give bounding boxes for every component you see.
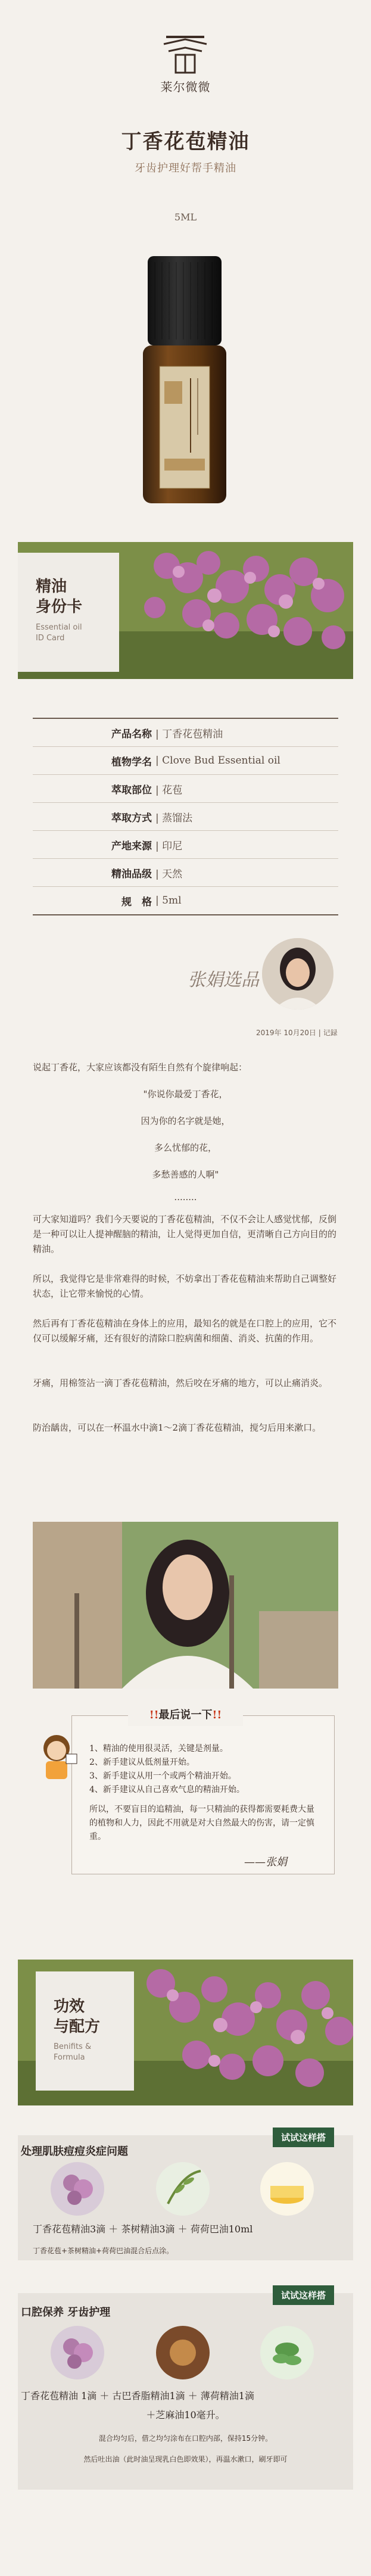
song-quote-line: 因为你的名字就是她， <box>141 1116 230 1126</box>
recipe-ingredients: 丁香花苞精油 1滴 ＋ 古巴香脂精油1滴 ＋ 薄荷精油1滴 <box>21 2390 254 2401</box>
info-label: 产地来源 <box>111 840 152 852</box>
tip-item: 2、新手建议从低剂量开始。 <box>89 1758 195 1767</box>
recipe-ingredients: 丁香花苞精油3滴 ＋ 茶树精油3滴 ＋ 荷荷巴油10ml <box>33 2223 253 2235</box>
recipe-ingredients: ＋芝麻油10毫升。 <box>146 2409 225 2421</box>
info-value: | 印尼 <box>155 840 183 852</box>
info-row <box>33 747 338 775</box>
clove-bud-icon <box>51 2326 104 2379</box>
id-card-title: 精油 身份卡 <box>36 578 83 616</box>
product-bottle-image <box>125 256 244 506</box>
info-value: | Clove Bud Essential oil <box>155 755 280 767</box>
page-subtitle: 牙齿护理好帮手精油 <box>135 162 236 175</box>
last-words-list <box>89 1742 322 1844</box>
efficacy-subtitle: Benifits & Formula <box>54 2042 92 2062</box>
recipe-title: 处理肌肤痘痘炎症问题 <box>21 2145 128 2158</box>
peppermint-icon <box>260 2326 314 2379</box>
song-quote-line: 多么忧郁的花， <box>154 1142 217 1153</box>
info-value: | 丁香花苞精油 <box>155 728 223 740</box>
info-label: 萃取部位 <box>111 784 152 796</box>
author-portrait-photo <box>33 1522 338 1689</box>
clove-bud-icon <box>51 2162 104 2216</box>
cartoon-kid-icon <box>33 1730 80 1784</box>
efficacy-title: 功效 与配方 <box>54 1998 101 2036</box>
info-value: | 5ml <box>155 895 182 907</box>
info-label: 植物学名 <box>111 756 152 768</box>
volume-label: 5ML <box>174 211 197 223</box>
info-row <box>33 719 338 747</box>
id-card-subtitle: Essential oil ID Card <box>36 623 82 643</box>
author-avatar <box>262 938 333 1010</box>
info-row <box>33 859 338 887</box>
tip-item: 1、精油的使用很灵活，关键是剂量。 <box>89 1744 228 1753</box>
info-label: 萃取方式 <box>111 812 152 824</box>
recipe-title: 口腔保养 牙齿护理 <box>21 2306 111 2319</box>
tea-tree-icon <box>156 2162 210 2216</box>
tip-item: 4、新手建议从自己喜欢气息的精油开始。 <box>89 1785 245 1795</box>
info-row <box>33 775 338 803</box>
tip-item: 3、新手建议从用一个或两个精油开始。 <box>89 1771 236 1781</box>
story-paragraph: 可大家知道吗？我们今天要说的丁香花苞精油，不仅不会让人感觉忧郁，反倒是一种可以让人提神醒脑的精油，让人觉得更加自信，更清晰自己方向目的的精油。 <box>33 1214 337 1254</box>
info-value: | 花苞 <box>155 784 183 796</box>
info-value: | 蒸馏法 <box>155 812 193 824</box>
jojoba-oil-icon <box>260 2162 314 2216</box>
recipe-note: 混合均匀后，借之均匀涂布在口腔内部，保持15分钟。 <box>98 2434 273 2443</box>
brand-name: 莱尔微微 <box>160 80 211 94</box>
recipe-note: 然后吐出油（此时油呈现乳白色即效果），再温水漱口，刷牙即可 <box>83 2455 288 2463</box>
story-paragraph: 牙痛，用棉签沾一滴丁香花苞精油，然后咬在牙痛的地方，可以止痛消炎。 <box>33 1378 328 1388</box>
story-intro: 说起丁香花，大家应该都没有陌生自然有个旋律响起： <box>33 1062 248 1073</box>
info-label: 产品名称 <box>111 728 152 740</box>
signature: ——张娟 <box>244 1856 287 1868</box>
product-info-table <box>33 718 338 915</box>
last-words-title: !!最后说一下!! <box>128 1705 243 1726</box>
selection-date: 2019年 10月20日 | 记録 <box>256 1029 338 1037</box>
info-row <box>33 831 338 859</box>
selection-author: 张娟选品 <box>188 970 259 990</box>
info-row <box>33 887 338 914</box>
tip-paragraph: 所以，不要盲目的追精油，每一只精油的获得都需要耗费大量的植物和人力，因此不用就是对大自然最大的伤害，请一定慎重。 <box>89 1805 314 1842</box>
info-label: 精油品级 <box>111 868 152 880</box>
song-quote-line: 多愁善感的人啊" <box>152 1169 219 1180</box>
story-paragraph: 然后再有丁香花苞精油在身体上的应用，最知名的就是在口腔上的应用，它不仅可以缓解牙痛，还有很好的清除口腔病菌和细菌、消炎、抗菌的作用。 <box>33 1318 337 1344</box>
song-quote-line: "你说你最爱丁香花， <box>143 1089 228 1099</box>
info-value: | 天然 <box>155 868 183 880</box>
recipe-tag: 试试这样搭 <box>273 2128 334 2147</box>
info-label: 规 格 <box>121 896 152 908</box>
story-paragraph: 防治龋齿，可以在一杯温水中滴1～2滴丁香花苞精油，搅匀后用来漱口。 <box>33 1422 322 1433</box>
recipe-note: 丁香花苞+茶树精油+荷荷巴油混合后点涂。 <box>33 2247 174 2255</box>
copaiba-icon <box>156 2326 210 2379</box>
recipe-tag: 试试这样搭 <box>273 2285 334 2305</box>
ellipsis: ........ <box>174 1192 197 1203</box>
page-title: 丁香花苞精油 <box>121 130 250 154</box>
story-paragraph: 所以，我觉得它是非常难得的时候，不妨拿出丁香花苞精油来帮助自己调整好状态，让它带来愉悦的心情。 <box>33 1273 337 1299</box>
info-row <box>33 803 338 831</box>
